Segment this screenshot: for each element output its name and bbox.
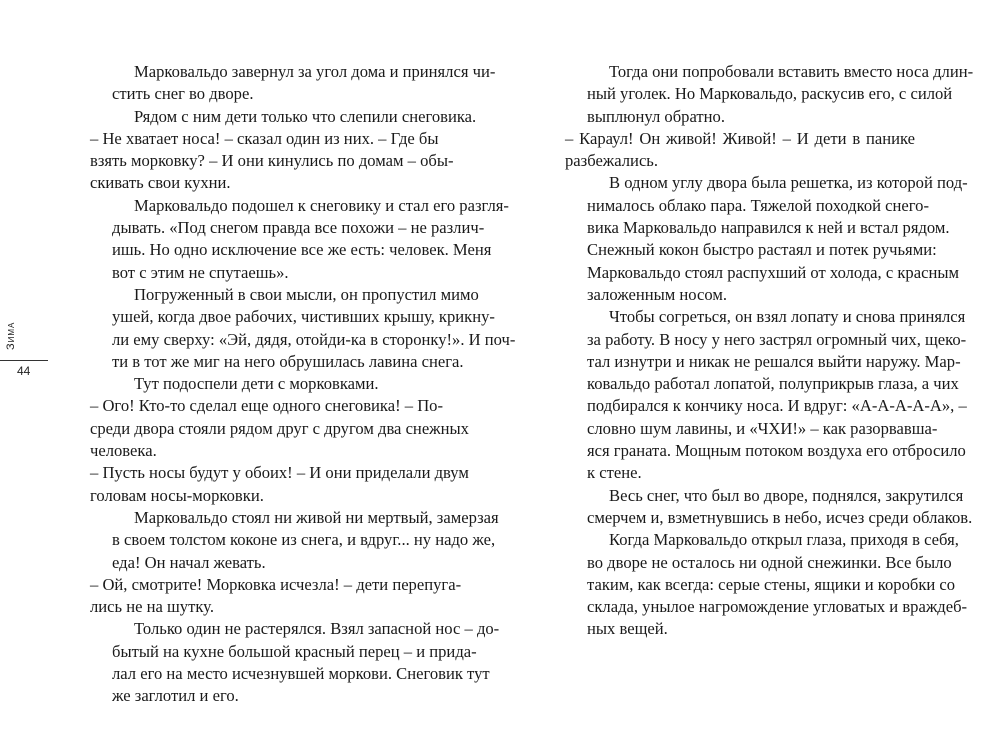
text-line: Марковальдо завернул за угол дома и принялся чи- — [134, 62, 496, 81]
text-line: выплюнул обратно. — [587, 106, 725, 126]
text-line: лал его на место исчезнувшей моркови. Снеговик тут — [112, 664, 490, 684]
paragraph — [90, 507, 499, 574]
text-line: вика Марковальдо направился к ней и встал рядом. — [587, 218, 950, 238]
text-line: в своем толстом коконе из снега, и вдруг... ну надо же, — [112, 530, 496, 550]
text-line: – Не хватает носа! – сказал один из них. – Где бы — [90, 128, 439, 148]
left-text-column — [90, 61, 516, 708]
text-line: ушей, когда двое рабочих, чистивших крышу, крикну- — [112, 307, 495, 327]
paragraph — [565, 306, 967, 484]
text-line: нималось облако пара. Тяжелой походкой снего- — [587, 195, 929, 215]
text-line: Весь снег, что был во дворе, поднялся, закрутился — [609, 485, 964, 505]
text-line: к стене. — [587, 463, 642, 483]
paragraph — [90, 128, 454, 195]
text-line: ковальдо работал лопатой, полуприкрыв глаза, а чих — [587, 374, 959, 394]
page-number: 44 — [17, 364, 31, 378]
margin-rule — [0, 360, 48, 361]
right-text-column — [565, 61, 974, 641]
text-line: Только один не растерялся. Взял запасной нос – до- — [134, 619, 500, 639]
paragraph — [90, 373, 438, 395]
text-line: Чтобы согреться, он взял лопату и снова принялся — [609, 307, 966, 327]
text-line: Марковальдо стоял распухший от холода, с красным — [587, 262, 959, 282]
text-line: ишь. Но одно исключение все же есть: человек. Меня — [112, 240, 492, 260]
text-line: бытый на кухне большой красный перец – и прида- — [112, 641, 477, 661]
text-line: Марковальдо стоял ни живой ни мертвый, замерзая — [134, 507, 499, 527]
text-line: ный уголек. Но Марковальдо, раскусив его, с силой — [587, 84, 953, 104]
paragraph — [565, 485, 973, 530]
text-line: тал изнутри и никак не решался выйти наружу. Мар- — [587, 351, 961, 371]
text-line: во дворе не осталось ни одной снежинки. Все было — [587, 552, 952, 572]
text-line: – Ой, смотрите! Морковка исчезла! – дети перепуга- — [90, 574, 462, 594]
paragraph — [565, 529, 968, 640]
text-line: ных вещей. — [587, 619, 668, 639]
text-line: смерчем и, взметнувшись в небо, исчез среди облаков. — [587, 507, 973, 527]
text-line: за работу. В носу у него застрял огромный чих, щеко- — [587, 329, 967, 349]
paragraph — [90, 395, 469, 462]
text-line: ли ему сверху: «Эй, дядя, отойди-ка в сторонку!». И поч- — [112, 329, 516, 349]
text-line: среди двора стояли рядом друг с другом два снежных — [90, 418, 469, 438]
text-line: Погруженный в свои мысли, он пропустил мимо — [134, 284, 479, 304]
paragraph — [90, 462, 469, 507]
text-line: лись не на шутку. — [90, 597, 214, 617]
text-line: – Караул! Он живой! Живой! – И дети в панике — [565, 128, 915, 148]
paragraph — [90, 618, 500, 707]
text-line: человека. — [90, 441, 157, 461]
paragraph — [90, 284, 516, 373]
text-line: головам носы-морковки. — [90, 485, 264, 505]
text-line: дывать. «Под снегом правда все похожи – не различ- — [112, 218, 485, 238]
text-line: вот с этим не спутаешь». — [112, 262, 289, 282]
text-line: Рядом с ним дети только что слепили снеговика. — [134, 106, 477, 126]
section-label: Зима — [5, 321, 17, 350]
paragraph — [90, 195, 509, 284]
paragraph — [90, 106, 477, 128]
text-line: подбирался к кончику носа. И вдруг: «А-А-А-А-А», – — [587, 396, 967, 416]
paragraph — [565, 128, 915, 173]
text-line: В одном углу двора была решетка, из которой под- — [609, 173, 968, 193]
text-line: разбежались. — [565, 151, 659, 171]
right-page — [500, 0, 1000, 750]
text-line: же заглотил и его. — [112, 686, 239, 706]
text-line: еда! Он начал жевать. — [112, 552, 266, 572]
paragraph — [90, 61, 496, 106]
text-line: яся граната. Мощным потоком воздуха его отбросило — [587, 441, 966, 461]
text-line: – Ого! Кто-то сделал еще одного снеговика! – По- — [90, 396, 444, 416]
text-line: Тут подоспели дети с морковками. — [134, 374, 379, 394]
paragraph — [565, 172, 968, 306]
text-line: – Пусть носы будут у обоих! – И они приделали двум — [90, 463, 469, 483]
text-line: Снежный кокон быстро растаял и потек ручьями: — [587, 240, 937, 260]
text-line: Марковальдо подошел к снеговику и стал его разгля- — [134, 195, 509, 215]
text-line: ти в тот же миг на него обрушилась лавина снега. — [112, 351, 464, 371]
text-line: взять морковку? – И они кинулись по домам – обы- — [90, 151, 454, 171]
text-line: словно шум лавины, и «ЧХИ!» – как разорвавша- — [587, 418, 938, 438]
text-line: склада, унылое нагромождение угловатых и враждеб- — [587, 597, 968, 617]
paragraph — [90, 574, 462, 619]
text-line: заложенным носом. — [587, 284, 727, 304]
text-line: скивать свои кухни. — [90, 173, 231, 193]
text-line: Когда Марковальдо открыл глаза, приходя в себя, — [609, 530, 959, 550]
text-line: стить снег во дворе. — [112, 84, 254, 104]
text-line: таким, как всегда: серые стены, ящики и коробки со — [587, 574, 956, 594]
paragraph — [565, 61, 974, 128]
text-line: Тогда они попробовали вставить вместо носа длин- — [609, 62, 974, 81]
